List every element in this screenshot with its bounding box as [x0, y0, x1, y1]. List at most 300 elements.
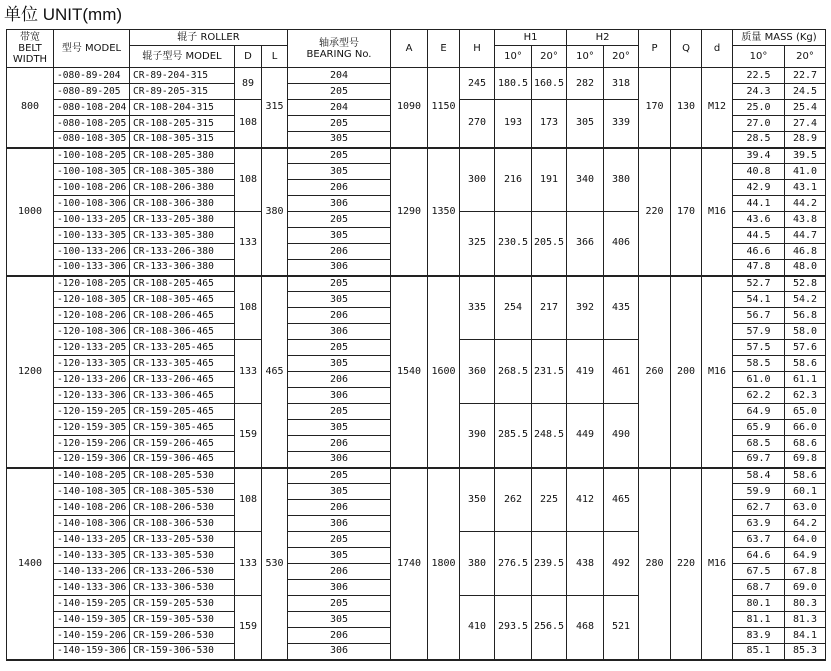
h1-20-cell: 205.5 — [532, 212, 567, 276]
h2-10-cell: 449 — [567, 404, 604, 468]
bearing-cell: 206 — [288, 372, 391, 388]
h-cell: 335 — [460, 276, 495, 340]
bearing-cell: 205 — [288, 212, 391, 228]
model-cell: -100-133-205 — [54, 212, 130, 228]
header-bearing — [288, 30, 391, 68]
bearing-cell: 306 — [288, 324, 391, 340]
h2-10-cell: 412 — [567, 468, 604, 532]
h2-10-cell: 340 — [567, 148, 604, 212]
mass-20-cell: 22.7 — [785, 68, 826, 84]
mass-20-cell: 69.0 — [785, 580, 826, 596]
header-e: E — [428, 30, 460, 68]
bearing-cell: 306 — [288, 196, 391, 212]
e-cell: 1800 — [428, 468, 460, 660]
h1-10-cell: 293.5 — [495, 596, 532, 660]
model-cell: -140-108-206 — [54, 500, 130, 516]
roller-model-cell: CR-159-306-530 — [130, 644, 235, 660]
mass-20-cell: 54.2 — [785, 292, 826, 308]
h1-10-cell: 180.5 — [495, 68, 532, 100]
roller-model-cell: CR-133-306-380 — [130, 260, 235, 276]
mass-20-cell: 57.6 — [785, 340, 826, 356]
mass-20-cell: 63.0 — [785, 500, 826, 516]
roller-model-cell: CR-108-306-530 — [130, 516, 235, 532]
h2-20-cell: 380 — [604, 148, 639, 212]
h1-20-cell: 173 — [532, 100, 567, 148]
mass-10-cell: 64.6 — [733, 548, 785, 564]
mass-20-cell: 48.0 — [785, 260, 826, 276]
roller-model-cell: CR-159-206-530 — [130, 628, 235, 644]
h1-10-cell: 276.5 — [495, 532, 532, 596]
roller-model-cell: CR-108-204-315 — [130, 100, 235, 116]
mass-10-cell: 58.4 — [733, 468, 785, 484]
h1-10-cell: 262 — [495, 468, 532, 532]
h2-10-cell: 438 — [567, 532, 604, 596]
q-cell: 130 — [671, 68, 702, 148]
mass-10-cell: 42.9 — [733, 180, 785, 196]
mass-20-cell: 58.6 — [785, 356, 826, 372]
model-cell: -140-133-306 — [54, 580, 130, 596]
h1-20-cell: 225 — [532, 468, 567, 532]
mass-10-cell: 61.0 — [733, 372, 785, 388]
h1-20-cell: 191 — [532, 148, 567, 212]
diameter-cell: 159 — [235, 404, 262, 468]
mass-10-cell: 85.1 — [733, 644, 785, 660]
belt-width-cell: 1200 — [7, 276, 54, 468]
header-roller-group: 辊子 ROLLER — [130, 30, 288, 46]
bolt-cell: M16 — [702, 148, 733, 276]
mass-20-cell: 66.0 — [785, 420, 826, 436]
h2-20-cell: 465 — [604, 468, 639, 532]
roller-model-cell: CR-89-204-315 — [130, 68, 235, 84]
model-cell: -140-133-305 — [54, 548, 130, 564]
header-h1-10: 10° — [495, 46, 532, 68]
mass-10-cell: 40.8 — [733, 164, 785, 180]
bearing-cell: 206 — [288, 628, 391, 644]
header-h1-20: 20° — [532, 46, 567, 68]
header-bearing-cn: 轴承型号 — [319, 37, 359, 49]
bearing-cell: 206 — [288, 436, 391, 452]
h2-10-cell: 419 — [567, 340, 604, 404]
mass-10-cell: 80.1 — [733, 596, 785, 612]
p-cell: 280 — [639, 468, 671, 660]
bearing-cell: 205 — [288, 276, 391, 292]
mass-20-cell: 39.5 — [785, 148, 826, 164]
mass-10-cell: 39.4 — [733, 148, 785, 164]
roller-model-cell: CR-108-305-380 — [130, 164, 235, 180]
h-cell: 410 — [460, 596, 495, 660]
diameter-cell: 108 — [235, 276, 262, 340]
mass-20-cell: 64.9 — [785, 548, 826, 564]
diameter-cell: 108 — [235, 468, 262, 532]
roller-model-cell: CR-159-305-465 — [130, 420, 235, 436]
h2-10-cell: 305 — [567, 100, 604, 148]
bearing-cell: 206 — [288, 244, 391, 260]
mass-20-cell: 44.2 — [785, 196, 826, 212]
roller-model-cell: CR-133-205-530 — [130, 532, 235, 548]
mass-20-cell: 84.1 — [785, 628, 826, 644]
length-cell: 315 — [262, 68, 288, 148]
model-cell: -120-133-305 — [54, 356, 130, 372]
bearing-cell: 306 — [288, 644, 391, 660]
bolt-cell: M16 — [702, 468, 733, 660]
mass-20-cell: 25.4 — [785, 100, 826, 116]
header-h2-10: 10° — [567, 46, 604, 68]
h1-20-cell: 256.5 — [532, 596, 567, 660]
model-cell: -120-133-206 — [54, 372, 130, 388]
diameter-cell: 133 — [235, 212, 262, 276]
diameter-cell: 133 — [235, 532, 262, 596]
roller-model-cell: CR-159-306-465 — [130, 452, 235, 468]
header-a: A — [391, 30, 428, 68]
model-cell: -100-133-305 — [54, 228, 130, 244]
mass-20-cell: 27.4 — [785, 116, 826, 132]
mass-20-cell: 43.8 — [785, 212, 826, 228]
bearing-cell: 305 — [288, 292, 391, 308]
e-cell: 1600 — [428, 276, 460, 468]
header-d-bolt: d — [702, 30, 733, 68]
model-cell: -120-108-205 — [54, 276, 130, 292]
bearing-cell: 204 — [288, 100, 391, 116]
model-cell: -140-133-205 — [54, 532, 130, 548]
mass-10-cell: 62.7 — [733, 500, 785, 516]
mass-10-cell: 69.7 — [733, 452, 785, 468]
header-l: L — [262, 46, 288, 68]
roller-model-cell: CR-108-205-380 — [130, 148, 235, 164]
bearing-cell: 306 — [288, 388, 391, 404]
mass-20-cell: 56.8 — [785, 308, 826, 324]
h-cell: 390 — [460, 404, 495, 468]
h1-20-cell: 248.5 — [532, 404, 567, 468]
header-d-diameter: D — [235, 46, 262, 68]
roller-model-cell: CR-133-205-465 — [130, 340, 235, 356]
model-cell: -120-159-205 — [54, 404, 130, 420]
bearing-cell: 205 — [288, 596, 391, 612]
spec-table-body — [7, 68, 826, 660]
mass-10-cell: 52.7 — [733, 276, 785, 292]
model-cell: -120-133-205 — [54, 340, 130, 356]
h2-20-cell: 435 — [604, 276, 639, 340]
h2-20-cell: 490 — [604, 404, 639, 468]
mass-10-cell: 65.9 — [733, 420, 785, 436]
bolt-cell: M12 — [702, 68, 733, 148]
h-cell: 380 — [460, 532, 495, 596]
model-cell: -140-159-306 — [54, 644, 130, 660]
mass-10-cell: 25.0 — [733, 100, 785, 116]
roller-model-cell: CR-108-305-465 — [130, 292, 235, 308]
h2-20-cell: 339 — [604, 100, 639, 148]
model-cell: -140-108-205 — [54, 468, 130, 484]
roller-model-cell: CR-133-305-380 — [130, 228, 235, 244]
mass-10-cell: 47.8 — [733, 260, 785, 276]
mass-10-cell: 59.9 — [733, 484, 785, 500]
mass-20-cell: 80.3 — [785, 596, 826, 612]
mass-20-cell: 62.3 — [785, 388, 826, 404]
header-roller-model: 辊子型号 MODEL — [130, 46, 235, 68]
roller-model-cell: CR-133-305-530 — [130, 548, 235, 564]
mass-10-cell: 54.1 — [733, 292, 785, 308]
diameter-cell: 159 — [235, 596, 262, 660]
model-cell: -140-133-206 — [54, 564, 130, 580]
h1-20-cell: 239.5 — [532, 532, 567, 596]
mass-20-cell: 52.8 — [785, 276, 826, 292]
mass-20-cell: 28.9 — [785, 132, 826, 148]
model-cell: -120-159-306 — [54, 452, 130, 468]
bearing-cell: 305 — [288, 132, 391, 148]
a-cell: 1540 — [391, 276, 428, 468]
h1-10-cell: 268.5 — [495, 340, 532, 404]
header-belt-width — [7, 30, 54, 68]
model-cell: -140-108-306 — [54, 516, 130, 532]
table-row — [7, 68, 826, 84]
bearing-cell: 206 — [288, 564, 391, 580]
page-title: 单位 UNIT(mm) — [4, 5, 123, 24]
a-cell: 1290 — [391, 148, 428, 276]
roller-model-cell: CR-133-306-465 — [130, 388, 235, 404]
mass-20-cell: 41.0 — [785, 164, 826, 180]
mass-10-cell: 27.0 — [733, 116, 785, 132]
bearing-cell: 305 — [288, 612, 391, 628]
model-cell: -080-89-204 — [54, 68, 130, 84]
mass-20-cell: 58.6 — [785, 468, 826, 484]
mass-20-cell: 81.3 — [785, 612, 826, 628]
model-cell: -120-108-206 — [54, 308, 130, 324]
header-h2-20: 20° — [604, 46, 639, 68]
model-cell: -120-133-306 — [54, 388, 130, 404]
model-cell: -100-108-206 — [54, 180, 130, 196]
h1-10-cell: 230.5 — [495, 212, 532, 276]
mass-10-cell: 64.9 — [733, 404, 785, 420]
e-cell: 1150 — [428, 68, 460, 148]
h1-20-cell: 217 — [532, 276, 567, 340]
bearing-cell: 305 — [288, 356, 391, 372]
mass-10-cell: 68.5 — [733, 436, 785, 452]
p-cell: 170 — [639, 68, 671, 148]
belt-width-cell: 800 — [7, 68, 54, 148]
mass-20-cell: 61.1 — [785, 372, 826, 388]
model-cell: -120-108-305 — [54, 292, 130, 308]
mass-10-cell: 57.9 — [733, 324, 785, 340]
bearing-cell: 306 — [288, 516, 391, 532]
h-cell: 300 — [460, 148, 495, 212]
roller-model-cell: CR-159-205-530 — [130, 596, 235, 612]
mass-20-cell: 69.8 — [785, 452, 826, 468]
h1-10-cell: 216 — [495, 148, 532, 212]
bearing-cell: 205 — [288, 84, 391, 100]
bearing-cell: 206 — [288, 500, 391, 516]
diameter-cell: 89 — [235, 68, 262, 100]
h2-20-cell: 492 — [604, 532, 639, 596]
bearing-cell: 206 — [288, 308, 391, 324]
roller-model-cell: CR-133-206-380 — [130, 244, 235, 260]
bearing-cell: 305 — [288, 164, 391, 180]
length-cell: 465 — [262, 276, 288, 468]
h2-20-cell: 406 — [604, 212, 639, 276]
bearing-cell: 305 — [288, 484, 391, 500]
h1-10-cell: 285.5 — [495, 404, 532, 468]
h-cell: 325 — [460, 212, 495, 276]
mass-10-cell: 63.9 — [733, 516, 785, 532]
model-cell: -080-89-205 — [54, 84, 130, 100]
mass-10-cell: 43.6 — [733, 212, 785, 228]
model-cell: -100-108-205 — [54, 148, 130, 164]
roller-model-cell: CR-159-205-465 — [130, 404, 235, 420]
h1-20-cell: 231.5 — [532, 340, 567, 404]
p-cell: 220 — [639, 148, 671, 276]
bearing-cell: 305 — [288, 548, 391, 564]
bearing-cell: 205 — [288, 148, 391, 164]
model-cell: -120-159-305 — [54, 420, 130, 436]
belt-width-cell: 1400 — [7, 468, 54, 660]
mass-10-cell: 63.7 — [733, 532, 785, 548]
mass-20-cell: 64.2 — [785, 516, 826, 532]
bearing-cell: 306 — [288, 260, 391, 276]
mass-10-cell: 22.5 — [733, 68, 785, 84]
header-belt-width-cn: 带宽 — [20, 32, 40, 43]
h2-20-cell: 521 — [604, 596, 639, 660]
h2-10-cell: 282 — [567, 68, 604, 100]
bearing-cell: 205 — [288, 532, 391, 548]
bearing-cell: 204 — [288, 68, 391, 84]
mass-10-cell: 56.7 — [733, 308, 785, 324]
header-mass: 质量 MASS (Kg) — [733, 30, 826, 46]
header-mass-20: 20° — [785, 46, 826, 68]
roller-model-cell: CR-108-306-465 — [130, 324, 235, 340]
mass-10-cell: 67.5 — [733, 564, 785, 580]
belt-width-cell: 1000 — [7, 148, 54, 276]
mass-20-cell: 24.5 — [785, 84, 826, 100]
roller-model-cell: CR-108-206-465 — [130, 308, 235, 324]
h-cell: 350 — [460, 468, 495, 532]
h-cell: 245 — [460, 68, 495, 100]
bearing-cell: 306 — [288, 452, 391, 468]
mass-10-cell: 44.5 — [733, 228, 785, 244]
roller-model-cell: CR-108-205-530 — [130, 468, 235, 484]
roller-model-cell: CR-108-306-380 — [130, 196, 235, 212]
h2-10-cell: 392 — [567, 276, 604, 340]
diameter-cell: 108 — [235, 100, 262, 148]
bearing-cell: 306 — [288, 580, 391, 596]
model-cell: -100-133-306 — [54, 260, 130, 276]
model-cell: -120-159-206 — [54, 436, 130, 452]
header-mass-10: 10° — [733, 46, 785, 68]
roller-model-cell: CR-133-306-530 — [130, 580, 235, 596]
bolt-cell: M16 — [702, 276, 733, 468]
mass-10-cell: 24.3 — [733, 84, 785, 100]
e-cell: 1350 — [428, 148, 460, 276]
mass-20-cell: 58.0 — [785, 324, 826, 340]
roller-model-cell: CR-133-206-465 — [130, 372, 235, 388]
bearing-cell: 305 — [288, 420, 391, 436]
a-cell: 1090 — [391, 68, 428, 148]
mass-10-cell: 46.6 — [733, 244, 785, 260]
table-row — [7, 468, 826, 484]
roller-model-cell: CR-133-305-465 — [130, 356, 235, 372]
mass-10-cell: 62.2 — [733, 388, 785, 404]
h2-10-cell: 366 — [567, 212, 604, 276]
model-cell: -140-159-305 — [54, 612, 130, 628]
p-cell: 260 — [639, 276, 671, 468]
mass-10-cell: 57.5 — [733, 340, 785, 356]
q-cell: 170 — [671, 148, 702, 276]
bearing-cell: 205 — [288, 116, 391, 132]
mass-20-cell: 60.1 — [785, 484, 826, 500]
h1-10-cell: 254 — [495, 276, 532, 340]
header-bearing-en: BEARING No. — [306, 48, 372, 60]
mass-10-cell: 68.7 — [733, 580, 785, 596]
mass-20-cell: 65.0 — [785, 404, 826, 420]
roller-model-cell: CR-108-305-315 — [130, 132, 235, 148]
bearing-cell: 205 — [288, 404, 391, 420]
roller-model-cell: CR-159-305-530 — [130, 612, 235, 628]
roller-model-cell: CR-133-206-530 — [130, 564, 235, 580]
model-cell: -080-108-205 — [54, 116, 130, 132]
header-h: H — [460, 30, 495, 68]
h-cell: 360 — [460, 340, 495, 404]
roller-model-cell: CR-108-305-530 — [130, 484, 235, 500]
model-cell: -100-108-305 — [54, 164, 130, 180]
roller-model-cell: CR-89-205-315 — [130, 84, 235, 100]
mass-10-cell: 44.1 — [733, 196, 785, 212]
header-q: Q — [671, 30, 702, 68]
mass-10-cell: 58.5 — [733, 356, 785, 372]
header-p: P — [639, 30, 671, 68]
diameter-cell: 133 — [235, 340, 262, 404]
mass-10-cell: 83.9 — [733, 628, 785, 644]
roller-model-cell: CR-159-206-465 — [130, 436, 235, 452]
mass-20-cell: 46.8 — [785, 244, 826, 260]
model-cell: -100-133-206 — [54, 244, 130, 260]
q-cell: 200 — [671, 276, 702, 468]
spec-table — [6, 29, 826, 661]
roller-model-cell: CR-108-206-530 — [130, 500, 235, 516]
q-cell: 220 — [671, 468, 702, 660]
table-row — [7, 148, 826, 164]
roller-model-cell: CR-133-205-380 — [130, 212, 235, 228]
header-h1: H1 — [495, 30, 567, 46]
h-cell: 270 — [460, 100, 495, 148]
mass-20-cell: 85.3 — [785, 644, 826, 660]
diameter-cell: 108 — [235, 148, 262, 212]
model-cell: -100-108-306 — [54, 196, 130, 212]
h2-20-cell: 318 — [604, 68, 639, 100]
h1-20-cell: 160.5 — [532, 68, 567, 100]
mass-20-cell: 43.1 — [785, 180, 826, 196]
mass-10-cell: 28.5 — [733, 132, 785, 148]
roller-model-cell: CR-108-205-465 — [130, 276, 235, 292]
model-cell: -140-159-205 — [54, 596, 130, 612]
model-cell: -120-108-306 — [54, 324, 130, 340]
header-belt-width-en2: WIDTH — [12, 54, 48, 65]
h2-20-cell: 461 — [604, 340, 639, 404]
bearing-cell: 305 — [288, 228, 391, 244]
header-model: 型号 MODEL — [54, 30, 130, 68]
length-cell: 380 — [262, 148, 288, 276]
bearing-cell: 205 — [288, 340, 391, 356]
header-h2: H2 — [567, 30, 639, 46]
table-row — [7, 276, 826, 292]
model-cell: -140-159-206 — [54, 628, 130, 644]
mass-20-cell: 67.8 — [785, 564, 826, 580]
h1-10-cell: 193 — [495, 100, 532, 148]
a-cell: 1740 — [391, 468, 428, 660]
mass-20-cell: 68.6 — [785, 436, 826, 452]
model-cell: -080-108-204 — [54, 100, 130, 116]
length-cell: 530 — [262, 468, 288, 660]
mass-20-cell: 64.0 — [785, 532, 826, 548]
roller-model-cell: CR-108-205-315 — [130, 116, 235, 132]
h2-10-cell: 468 — [567, 596, 604, 660]
model-cell: -080-108-305 — [54, 132, 130, 148]
